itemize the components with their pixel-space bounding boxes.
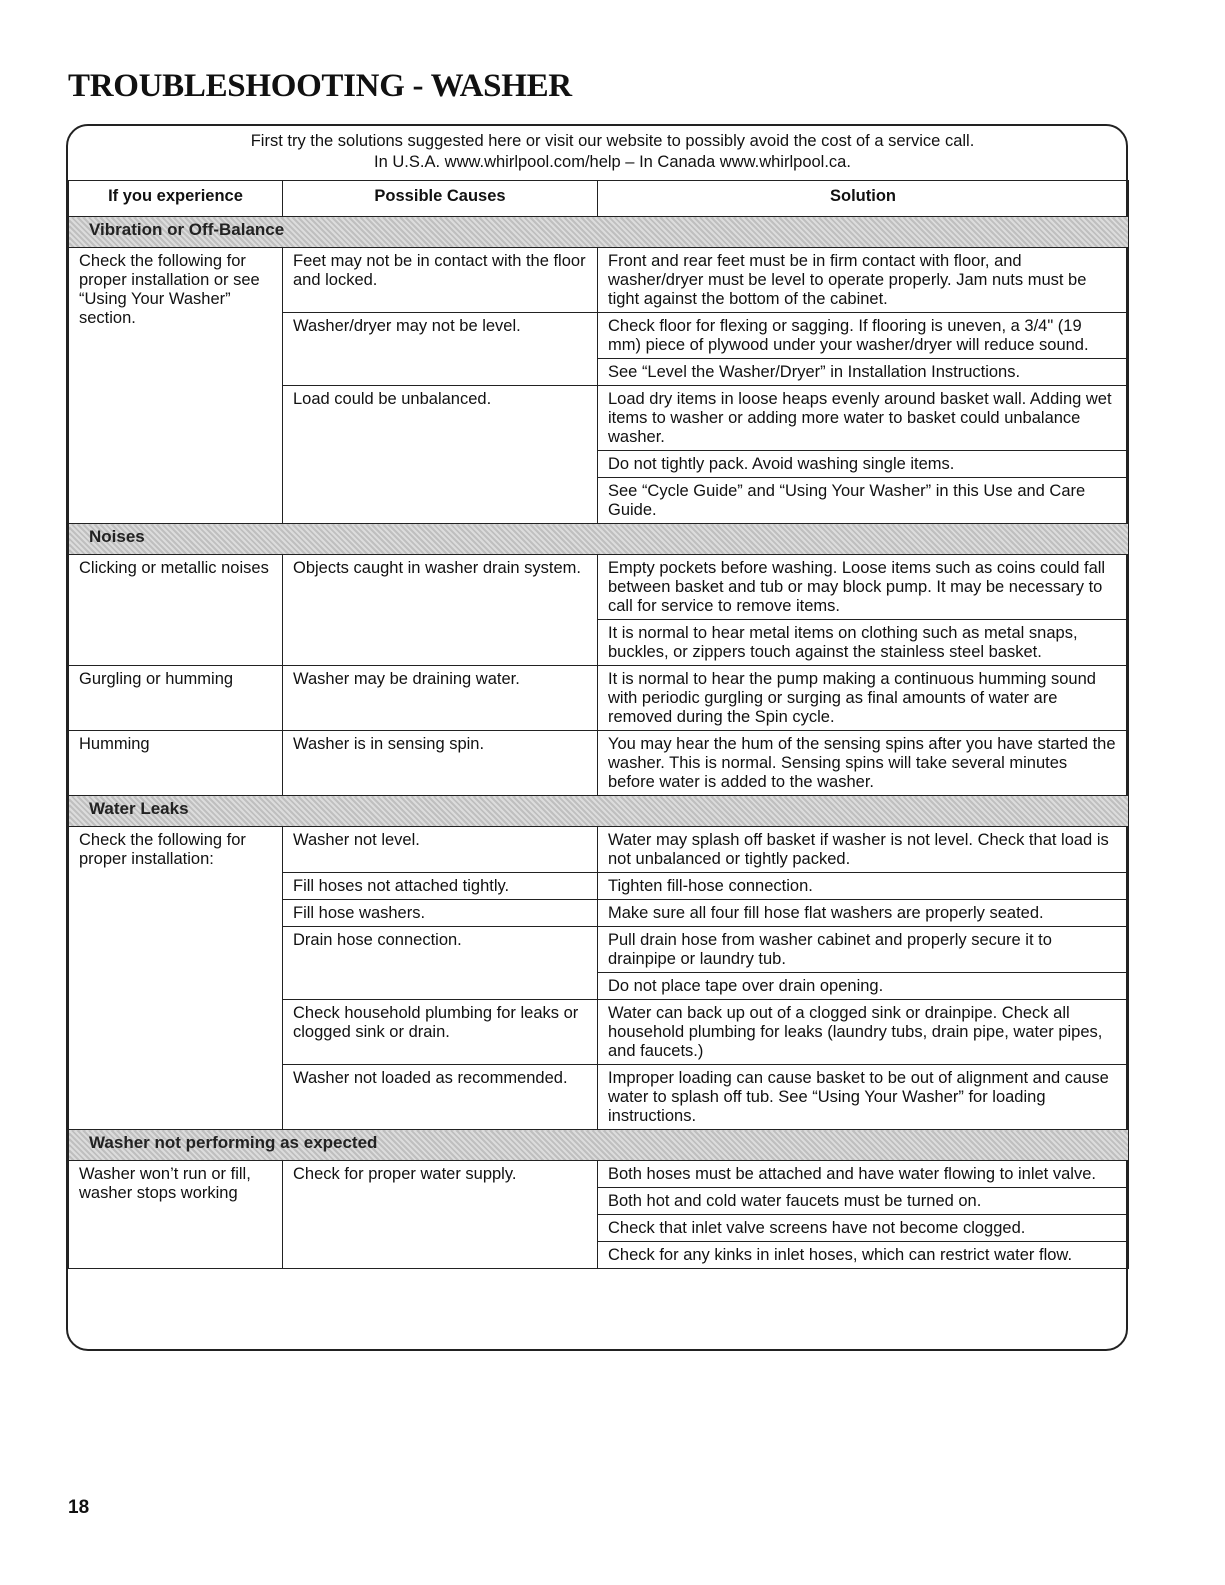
solution-cell: Do not tightly pack. Avoid washing single items. xyxy=(598,451,1129,478)
table-body xyxy=(69,217,1129,1269)
solution-cell: See “Cycle Guide” and “Using Your Washer” in this Use and Care Guide. xyxy=(598,478,1129,524)
section-header-row xyxy=(69,524,1129,555)
intro-text xyxy=(0,131,1225,173)
page-number: 18 xyxy=(68,1497,90,1518)
cause-cell: Load could be unbalanced. xyxy=(283,386,598,524)
cause-cell: Fill hose washers. xyxy=(283,900,598,927)
solution-cell: Do not place tape over drain opening. xyxy=(598,973,1129,1000)
cause-cell: Objects caught in washer drain system. xyxy=(283,555,598,666)
experience-cell: Washer won’t run or fill, washer stops working xyxy=(69,1161,283,1269)
solution-cell: Water can back up out of a clogged sink or drainpipe. Check all household plumbing for leaks (laundry tubs, drain pipe, water pipes, and faucets.) xyxy=(598,1000,1129,1065)
table-row xyxy=(69,248,1129,313)
intro-line-2: In U.S.A. www.whirlpool.com/help – In Canada www.whirlpool.ca. xyxy=(374,153,851,171)
cause-cell: Washer is in sensing spin. xyxy=(283,731,598,796)
cause-cell: Drain hose connection. xyxy=(283,927,598,1000)
page-title: TROUBLESHOOTING - WASHER xyxy=(68,68,572,104)
solution-cell: Improper loading can cause basket to be out of alignment and cause water to splash off tub. See “Using Your Washer” for loading instructions. xyxy=(598,1065,1129,1130)
table-row xyxy=(69,666,1129,731)
solution-cell: Tighten fill-hose connection. xyxy=(598,873,1129,900)
solution-cell: Water may splash off basket if washer is not level. Check that load is not unbalanced or tightly packed. xyxy=(598,827,1129,873)
table-row xyxy=(69,1161,1129,1188)
header-experience: If you experience xyxy=(69,181,283,217)
intro-line-1: First try the solutions suggested here or visit our website to possibly avoid the cost of a service call. xyxy=(250,132,975,150)
solution-cell: You may hear the hum of the sensing spins after you have started the washer. This is normal. Sensing spins will take several minutes before water is added to the washer. xyxy=(598,731,1129,796)
solution-cell: Make sure all four fill hose flat washers are properly seated. xyxy=(598,900,1129,927)
table-row xyxy=(69,731,1129,796)
troubleshooting-table xyxy=(68,180,1129,1269)
solution-cell: Empty pockets before washing. Loose items such as coins could fall between basket and tub or may block pump. It may be necessary to call for service to remove items. xyxy=(598,555,1129,620)
experience-cell: Check the following for proper installation: xyxy=(69,827,283,1130)
section-title: Washer not performing as expected xyxy=(69,1130,1129,1161)
solution-cell: It is normal to hear the pump making a continuous humming sound with periodic gurgling or surging as final amounts of water are removed during the Spin cycle. xyxy=(598,666,1129,731)
solution-cell: Load dry items in loose heaps evenly around basket wall. Adding wet items to washer or adding more water to basket could unbalance washer. xyxy=(598,386,1129,451)
solution-cell: Both hot and cold water faucets must be turned on. xyxy=(598,1188,1129,1215)
cause-cell: Washer not loaded as recommended. xyxy=(283,1065,598,1130)
solution-cell: Both hoses must be attached and have water flowing to inlet valve. xyxy=(598,1161,1129,1188)
experience-cell: Clicking or metallic noises xyxy=(69,555,283,666)
cause-cell: Washer/dryer may not be level. xyxy=(283,313,598,386)
solution-cell: Check floor for flexing or sagging. If flooring is uneven, a 3/4" (19 mm) piece of plywood under your washer/dryer will reduce sound. xyxy=(598,313,1129,359)
experience-cell: Gurgling or humming xyxy=(69,666,283,731)
solution-cell: Front and rear feet must be in firm contact with floor, and washer/dryer must be level to operate properly. Jam nuts must be tight against the bottom of the cabinet. xyxy=(598,248,1129,313)
solution-cell: Pull drain hose from washer cabinet and properly secure it to drainpipe or laundry tub. xyxy=(598,927,1129,973)
cause-cell: Check household plumbing for leaks or clogged sink or drain. xyxy=(283,1000,598,1065)
section-header-row xyxy=(69,1130,1129,1161)
cause-cell: Feet may not be in contact with the floor and locked. xyxy=(283,248,598,313)
cause-cell: Check for proper water supply. xyxy=(283,1161,598,1269)
cause-cell: Washer not level. xyxy=(283,827,598,873)
section-header-row xyxy=(69,217,1129,248)
solution-cell: Check that inlet valve screens have not become clogged. xyxy=(598,1215,1129,1242)
section-title: Water Leaks xyxy=(69,796,1129,827)
header-row xyxy=(69,181,1129,217)
experience-cell: Humming xyxy=(69,731,283,796)
experience-cell: Check the following for proper installation or see “Using Your Washer” section. xyxy=(69,248,283,524)
solution-cell: See “Level the Washer/Dryer” in Installation Instructions. xyxy=(598,359,1129,386)
cause-cell: Fill hoses not attached tightly. xyxy=(283,873,598,900)
section-title: Vibration or Off-Balance xyxy=(69,217,1129,248)
section-title: Noises xyxy=(69,524,1129,555)
section-header-row xyxy=(69,796,1129,827)
table-row xyxy=(69,555,1129,620)
cause-cell: Washer may be draining water. xyxy=(283,666,598,731)
solution-cell: Check for any kinks in inlet hoses, which can restrict water flow. xyxy=(598,1242,1129,1269)
header-causes: Possible Causes xyxy=(283,181,598,217)
solution-cell: It is normal to hear metal items on clothing such as metal snaps, buckles, or zippers touch against the stainless steel basket. xyxy=(598,620,1129,666)
header-solution: Solution xyxy=(598,181,1129,217)
table-row xyxy=(69,827,1129,873)
